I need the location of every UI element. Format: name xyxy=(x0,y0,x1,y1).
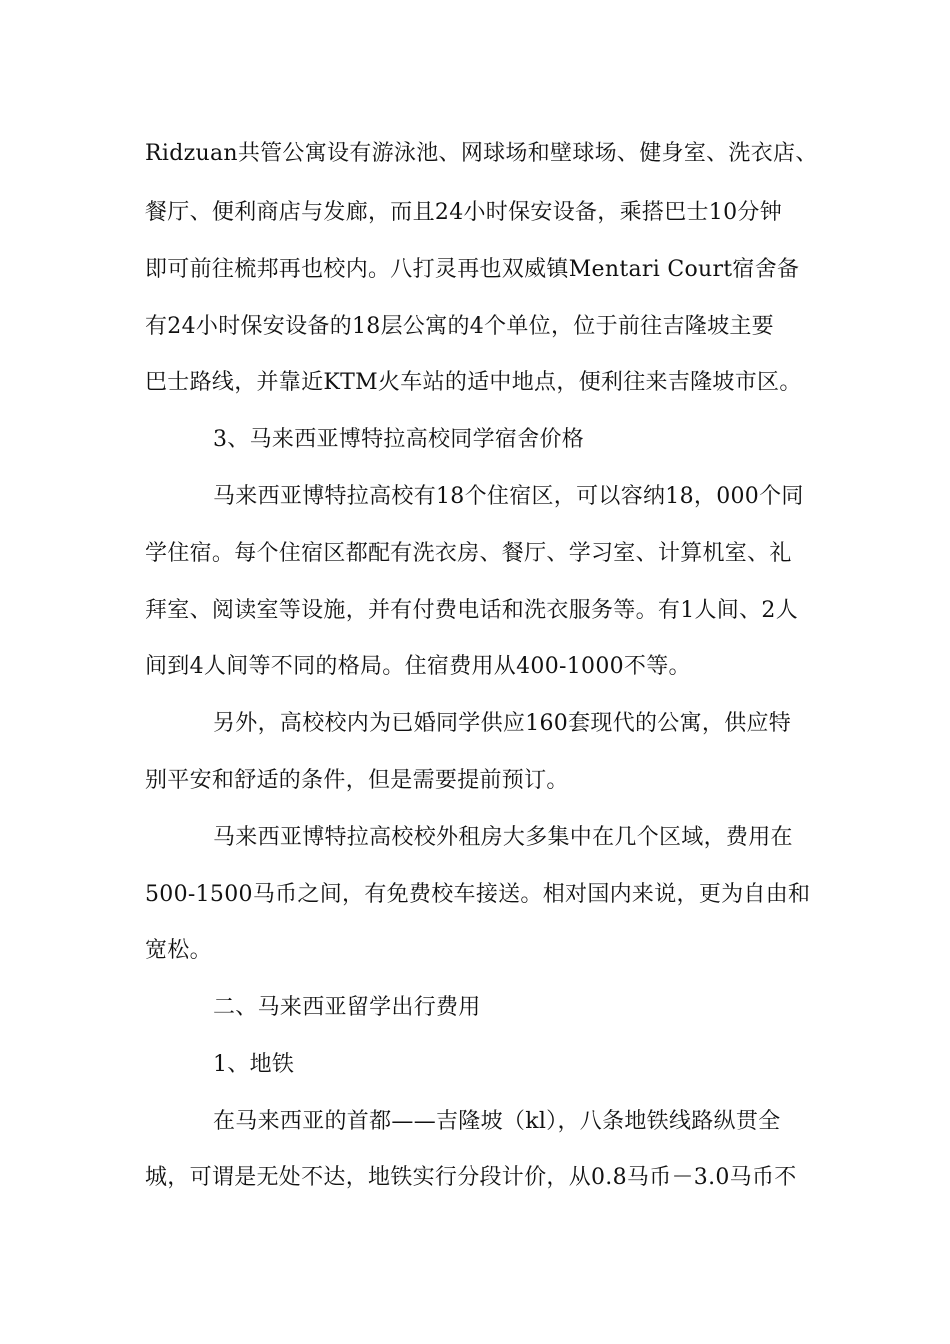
paragraph-line: 另外，高校校内为已婚同学供应160套现代的公寓，供应特 xyxy=(213,711,792,736)
paragraph-line: 马来西亚博特拉高校校外租房大多集中在几个区域，费用在 xyxy=(213,825,793,850)
section-heading: 3、马来西亚博特拉高校同学宿舍价格 xyxy=(213,427,585,452)
paragraph-line: 500-1500马币之间，有免费校车接送。相对国内来说，更为自由和 xyxy=(145,882,811,907)
paragraph-line: 城，可谓是无处不达，地铁实行分段计价，从0.8马币－3.0马币不 xyxy=(145,1165,797,1190)
paragraph-line: 有24小时保安设备的18层公寓的4个单位，位于前往吉隆坡主要 xyxy=(145,314,774,339)
paragraph-line: 马来西亚博特拉高校有18个住宿区，可以容纳18，000个同 xyxy=(213,484,804,509)
paragraph-line: 即可前往梳邦再也校内。八打灵再也双威镇Mentari Court宿舍备 xyxy=(145,257,800,282)
paragraph-line: 拜室、阅读室等设施，并有付费电话和洗衣服务等。有1人间、2人 xyxy=(145,598,798,623)
paragraph-line: 别平安和舒适的条件，但是需要提前预订。 xyxy=(145,768,569,793)
paragraph-line: 宽松。 xyxy=(145,938,212,963)
paragraph-line: 学住宿。每个住宿区都配有洗衣房、餐厅、学习室、计算机室、礼 xyxy=(145,541,792,566)
section-heading: 二、马来西亚留学出行费用 xyxy=(213,995,481,1020)
paragraph-line: 餐厅、便利商店与发廊，而且24小时保安设备，乘搭巴士10分钟 xyxy=(145,200,782,225)
paragraph-line: 间到4人间等不同的格局。住宿费用从400-1000不等。 xyxy=(145,654,691,679)
paragraph-line: 在马来西亚的首都——吉隆坡（kl），八条地铁线路纵贯全 xyxy=(213,1109,781,1134)
subsection-heading: 1、地铁 xyxy=(213,1052,295,1077)
paragraph-line: Ridzuan共管公寓设有游泳池、网球场和壁球场、健身室、洗衣店、 xyxy=(145,141,818,166)
paragraph-line: 巴士路线，并靠近KTM火车站的适中地点，便利往来吉隆坡市区。 xyxy=(145,370,802,395)
